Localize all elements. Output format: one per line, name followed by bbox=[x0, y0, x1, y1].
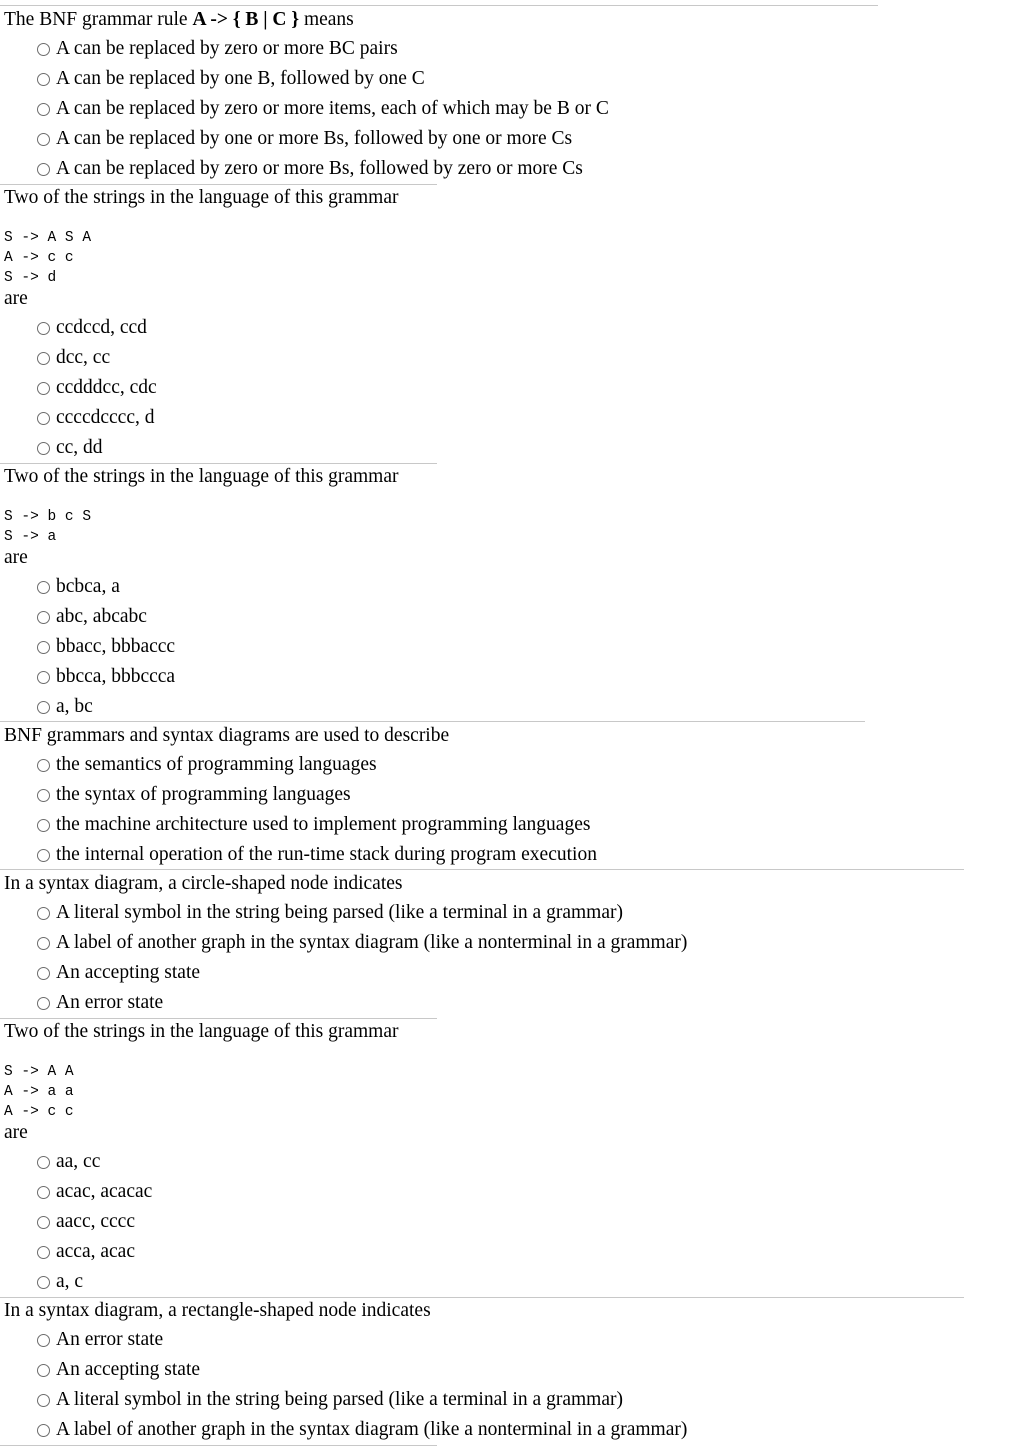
answer-option[interactable]: the internal operation of the run-time stack during program execution bbox=[37, 842, 597, 868]
radio-button[interactable] bbox=[37, 352, 50, 365]
answer-option[interactable]: A can be replaced by one or more Bs, followed by one or more Cs bbox=[37, 126, 572, 152]
answer-option[interactable]: A label of another graph in the syntax diagram (like a nonterminal in a grammar) bbox=[37, 1417, 687, 1443]
radio-button[interactable] bbox=[37, 1424, 50, 1437]
question-after-text: are bbox=[4, 1122, 28, 1143]
answer-option[interactable]: bbcca, bbbccca bbox=[37, 664, 175, 690]
answer-option[interactable]: aa, cc bbox=[37, 1149, 100, 1175]
question-divider bbox=[0, 1018, 437, 1019]
question-divider bbox=[0, 721, 865, 722]
answer-option[interactable]: the syntax of programming languages bbox=[37, 782, 351, 808]
radio-button[interactable] bbox=[37, 412, 50, 425]
radio-button[interactable] bbox=[37, 103, 50, 116]
radio-button[interactable] bbox=[37, 849, 50, 862]
answer-option[interactable]: An accepting state bbox=[37, 1357, 200, 1383]
radio-button[interactable] bbox=[37, 641, 50, 654]
question-after-text: are bbox=[4, 547, 28, 568]
answer-option[interactable]: the semantics of programming languages bbox=[37, 752, 377, 778]
answer-option[interactable]: bbacc, bbbaccc bbox=[37, 634, 175, 660]
answer-option[interactable]: A literal symbol in the string being parsed (like a terminal in a grammar) bbox=[37, 1387, 623, 1413]
question-prompt: BNF grammars and syntax diagrams are used to describe bbox=[4, 725, 450, 746]
answer-option[interactable]: A can be replaced by one B, followed by one C bbox=[37, 66, 425, 92]
radio-button[interactable] bbox=[37, 611, 50, 624]
question-after-text: are bbox=[4, 288, 28, 309]
radio-button[interactable] bbox=[37, 581, 50, 594]
radio-button[interactable] bbox=[37, 1394, 50, 1407]
radio-button[interactable] bbox=[37, 671, 50, 684]
radio-button[interactable] bbox=[37, 759, 50, 772]
radio-button[interactable] bbox=[37, 1156, 50, 1169]
radio-button[interactable] bbox=[37, 322, 50, 335]
answer-option[interactable]: An accepting state bbox=[37, 960, 200, 986]
question-prompt: Two of the strings in the language of this grammar bbox=[4, 187, 399, 208]
radio-button[interactable] bbox=[37, 997, 50, 1010]
radio-button[interactable] bbox=[37, 789, 50, 802]
radio-button[interactable] bbox=[37, 43, 50, 56]
radio-button[interactable] bbox=[37, 967, 50, 980]
radio-button[interactable] bbox=[37, 937, 50, 950]
answer-option[interactable]: the machine architecture used to implement programming languages bbox=[37, 812, 590, 838]
radio-button[interactable] bbox=[37, 1216, 50, 1229]
answer-option[interactable]: A literal symbol in the string being parsed (like a terminal in a grammar) bbox=[37, 900, 623, 926]
answer-option[interactable]: abc, abcabc bbox=[37, 604, 147, 630]
radio-button[interactable] bbox=[37, 73, 50, 86]
radio-button[interactable] bbox=[37, 382, 50, 395]
answer-option[interactable]: An error state bbox=[37, 1327, 163, 1353]
question-divider bbox=[0, 869, 964, 870]
answer-option[interactable]: acac, acacac bbox=[37, 1179, 152, 1205]
question-divider bbox=[0, 463, 437, 464]
answer-option[interactable]: ccdddcc, cdc bbox=[37, 375, 157, 401]
question-prompt: The BNF grammar rule A -> { B | C } means bbox=[4, 9, 354, 30]
answer-option[interactable]: aacc, cccc bbox=[37, 1209, 135, 1235]
radio-button[interactable] bbox=[37, 163, 50, 176]
grammar-block: S -> b c S S -> a bbox=[4, 509, 92, 545]
answer-option[interactable]: A can be replaced by zero or more items, each of which may be B or C bbox=[37, 96, 609, 122]
radio-button[interactable] bbox=[37, 133, 50, 146]
answer-option[interactable]: ccdccd, ccd bbox=[37, 315, 147, 341]
question-prompt: In a syntax diagram, a circle-shaped node indicates bbox=[4, 873, 403, 894]
answer-option[interactable]: bcbca, a bbox=[37, 574, 120, 600]
question-divider bbox=[0, 1445, 437, 1446]
answer-option[interactable]: ccccdcccc, d bbox=[37, 405, 155, 431]
grammar-block: S -> A A A -> a a A -> c c bbox=[4, 1064, 74, 1120]
radio-button[interactable] bbox=[37, 1246, 50, 1259]
question-prompt: Two of the strings in the language of this grammar bbox=[4, 466, 399, 487]
answer-option[interactable]: acca, acac bbox=[37, 1239, 135, 1265]
answer-option[interactable]: A label of another graph in the syntax diagram (like a nonterminal in a grammar) bbox=[37, 930, 687, 956]
radio-button[interactable] bbox=[37, 1364, 50, 1377]
radio-button[interactable] bbox=[37, 819, 50, 832]
answer-option[interactable]: A can be replaced by zero or more Bs, followed by zero or more Cs bbox=[37, 156, 583, 182]
answer-option[interactable]: dcc, cc bbox=[37, 345, 110, 371]
question-prompt: Two of the strings in the language of this grammar bbox=[4, 1021, 399, 1042]
answer-option[interactable]: An error state bbox=[37, 990, 163, 1016]
question-divider bbox=[0, 184, 437, 185]
radio-button[interactable] bbox=[37, 1334, 50, 1347]
grammar-block: S -> A S A A -> c c S -> d bbox=[4, 230, 92, 286]
question-divider bbox=[0, 1297, 964, 1298]
answer-option[interactable]: a, bc bbox=[37, 694, 93, 720]
radio-button[interactable] bbox=[37, 1276, 50, 1289]
answer-option[interactable]: a, c bbox=[37, 1269, 83, 1295]
answer-option[interactable]: A can be replaced by zero or more BC pairs bbox=[37, 36, 398, 62]
radio-button[interactable] bbox=[37, 907, 50, 920]
question-prompt: In a syntax diagram, a rectangle-shaped node indicates bbox=[4, 1300, 431, 1321]
radio-button[interactable] bbox=[37, 1186, 50, 1199]
bnf-rule: A -> { B | C } bbox=[192, 9, 300, 30]
radio-button[interactable] bbox=[37, 442, 50, 455]
answer-option[interactable]: cc, dd bbox=[37, 435, 103, 461]
question-divider bbox=[0, 5, 878, 6]
radio-button[interactable] bbox=[37, 701, 50, 714]
